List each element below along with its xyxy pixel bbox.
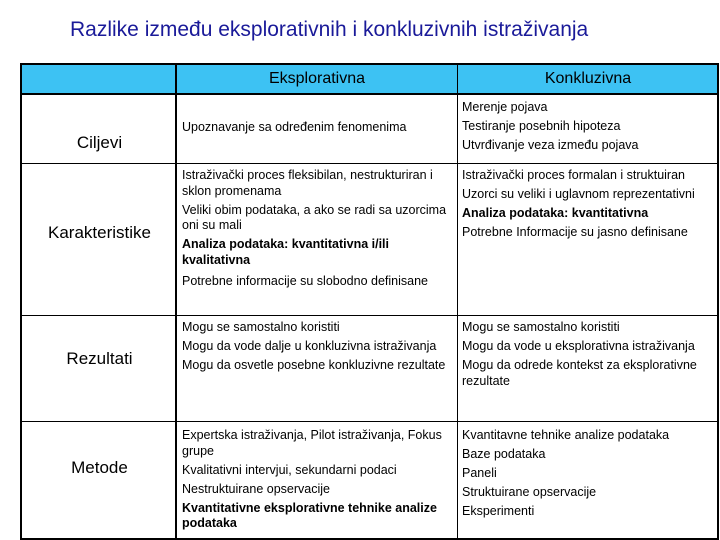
cell-conclusive-metode [462,428,717,523]
cell-line: Merenje pojava [462,100,548,114]
comparison-table [20,63,719,540]
cell-line: Mogu da osvetle posebne konkluzivne rezultate [182,358,446,372]
cell-line: Testiranje posebnih hipoteza [462,119,621,133]
cell-line: Utvrđivanje veza između pojava [462,138,639,152]
cell-line: Paneli [462,466,497,480]
cell-line: Istraživački proces fleksibilan, nestrukturiran i sklon promenama [182,168,433,198]
cell-line: Analiza podataka: kvantitativna [462,206,649,220]
row-label-metode: Metode [71,458,128,477]
cell-line: Mogu da odrede kontekst za eksplorativne rezultate [462,358,697,388]
cell-conclusive-ciljevi [462,100,717,157]
cell-line: Nestruktuirane opservacije [182,481,330,496]
column-divider [457,65,458,538]
cell-line: Struktuirane opservacije [462,485,597,499]
cell-exploratory-metode [182,428,452,535]
row-label-karakteristike: Karakteristike [48,223,151,242]
cell-line: Upoznavanje sa određenim fenomenima [182,120,407,134]
table-header-row [22,65,717,95]
cell-line: Potrebne informacije su slobodno definisane [182,274,428,288]
row-label-ciljevi: Ciljevi [76,133,123,152]
cell-line: Expertska istraživanja, Pilot istraživanja, Fokus grupe [182,428,442,458]
cell-line: Analiza podataka: kvantitativna i/ili kvalitativna [182,237,390,267]
cell-line: Mogu se samostalno koristiti [182,320,340,334]
cell-exploratory-rezultati [182,320,452,377]
header-exploratory: Eksplorativna [268,70,366,87]
row-label-rezultati: Rezultati [66,349,133,368]
cell-conclusive-karakteristike [462,168,717,244]
cell-line: Veliki obim podataka, a ako se radi sa uzorcima oni su mali [182,202,447,232]
cell-line: Potrebne Informacije su jasno definisane [462,225,688,239]
cell-conclusive-rezultati [462,320,717,393]
cell-exploratory-ciljevi [182,120,452,139]
row-divider [22,163,717,164]
cell-exploratory-karakteristike [182,168,452,293]
cell-line: Kvantitavne tehnike analize podataka [462,428,670,442]
cell-line: Mogu da vode dalje u konkluzivna istraživanja [182,339,437,353]
cell-line: Baze podataka [462,447,546,461]
cell-line: Istraživački proces formalan i struktuiran [462,168,685,182]
cell-line: Kvalitativni intervjui, sekundarni podaci [182,462,397,477]
cell-line: Eksperimenti [462,504,535,518]
row-divider [22,421,717,422]
page-title: Razlike između eksplorativnih i konkluzivnih istraživanja [70,18,589,41]
row-divider [22,315,717,316]
cell-line: Mogu se samostalno koristiti [462,320,620,334]
cell-line: Mogu da vode u eksplorativna istraživanja [462,339,695,353]
cell-line: Kvantitativne eksplorativne tehnike analize podataka [182,500,437,530]
header-conclusive: Konkluzivna [544,70,632,87]
cell-line: Uzorci su veliki i uglavnom reprezentativni [462,187,695,201]
